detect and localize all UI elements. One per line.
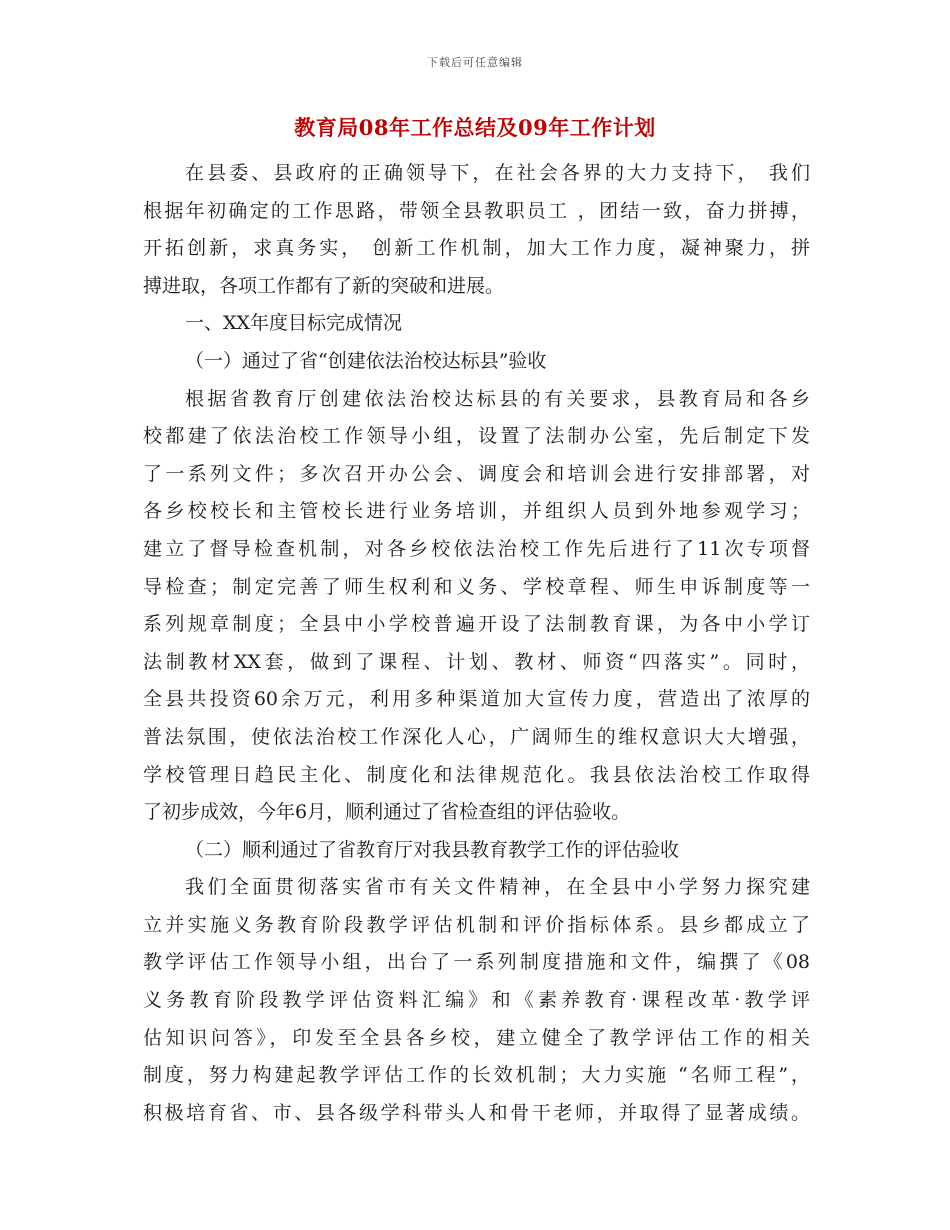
text-line: 估知识问答》，印发至全县各乡校，建立健全了教学评估工作的相关 [143, 1026, 810, 1049]
text-line: 了初步成效，今年6月，顺利通过了省检查组的评估验收。 [143, 801, 631, 824]
text-line: 了一系列文件；多次召开办公会、调度会和培训会进行安排部署，对 [143, 462, 810, 485]
document-body [143, 155, 810, 1132]
text-line: 积极培育省、市、县各级学科带头人和骨干老师，并取得了显著成绩。 [143, 1101, 810, 1124]
text-line: 立并实施义务教育阶段教学评估机制和评价指标体系。县乡都成立了 [143, 913, 810, 936]
text-line: 在县委、县政府的正确领导下，在社会各界的大力支持下， 我们 [185, 162, 810, 184]
text-line: 制度，努力构建起教学评估工作的长效机制；大力实施 “名师工程”， [143, 1064, 810, 1087]
text-line: 搏进取，各项工作都有了新的突破和进展。 [143, 274, 505, 297]
text-line: （一）通过了省“创建依法治校达标县”验收 [185, 349, 547, 372]
text-line: 开拓创新，求真务实， 创新工作机制，加大工作力度，凝神聚力，拼 [143, 237, 810, 260]
text-line: 导检查；制定完善了师生权利和义务、学校章程、师生申诉制度等一 [143, 575, 810, 598]
text-line: 教学评估工作领导小组，出台了一系列制度措施和文件，编撰了《08 [143, 951, 810, 974]
text-line: 系列规章制度；全县中小学校普遍开设了法制教育课，为各中小学订 [143, 613, 810, 636]
text-line: 我们全面贯彻落实省市有关文件精神，在全县中小学努力探究建 [185, 876, 810, 899]
text-line: 各乡校校长和主管校长进行业务培训，并组织人员到外地参观学习； [143, 500, 810, 523]
text-line: 全县共投资60余万元，利用多种渠道加大宣传力度，营造出了浓厚的 [143, 688, 810, 711]
document-title: 教育局08年工作总结及09年工作计划 [294, 115, 656, 140]
text-line: 学校管理日趋民主化、制度化和法律规范化。我县依法治校工作取得 [143, 763, 810, 786]
header-note: 下载后可任意编辑 [427, 56, 523, 69]
text-line: 普法氛围，使依法治校工作深化人心，广阔师生的维权意识大大增强， [143, 725, 810, 748]
text-line: 义务教育阶段教学评估资料汇编》和《素养教育·课程改革·教学评 [143, 989, 810, 1012]
text-line: 一、XX年度目标完成情况 [185, 312, 403, 335]
text-line: （二）顺利通过了省教育厅对我县教育教学工作的评估验收 [185, 838, 680, 861]
text-line: 校都建了依法治校工作领导小组，设置了法制办公室，先后制定下发 [143, 425, 810, 448]
text-line: 根据省教育厅创建依法治校达标县的有关要求，县教育局和各乡 [185, 387, 810, 410]
text-line: 法制教材XX套，做到了课程、计划、教材、师资“四落实”。同时， [143, 650, 810, 673]
text-line: 建立了督导检查机制，对各乡校依法治校工作先后进行了11次专项督 [143, 537, 810, 560]
text-line: 根据年初确定的工作思路，带领全县教职员工 ，团结一致，奋力拼搏， [143, 199, 810, 222]
